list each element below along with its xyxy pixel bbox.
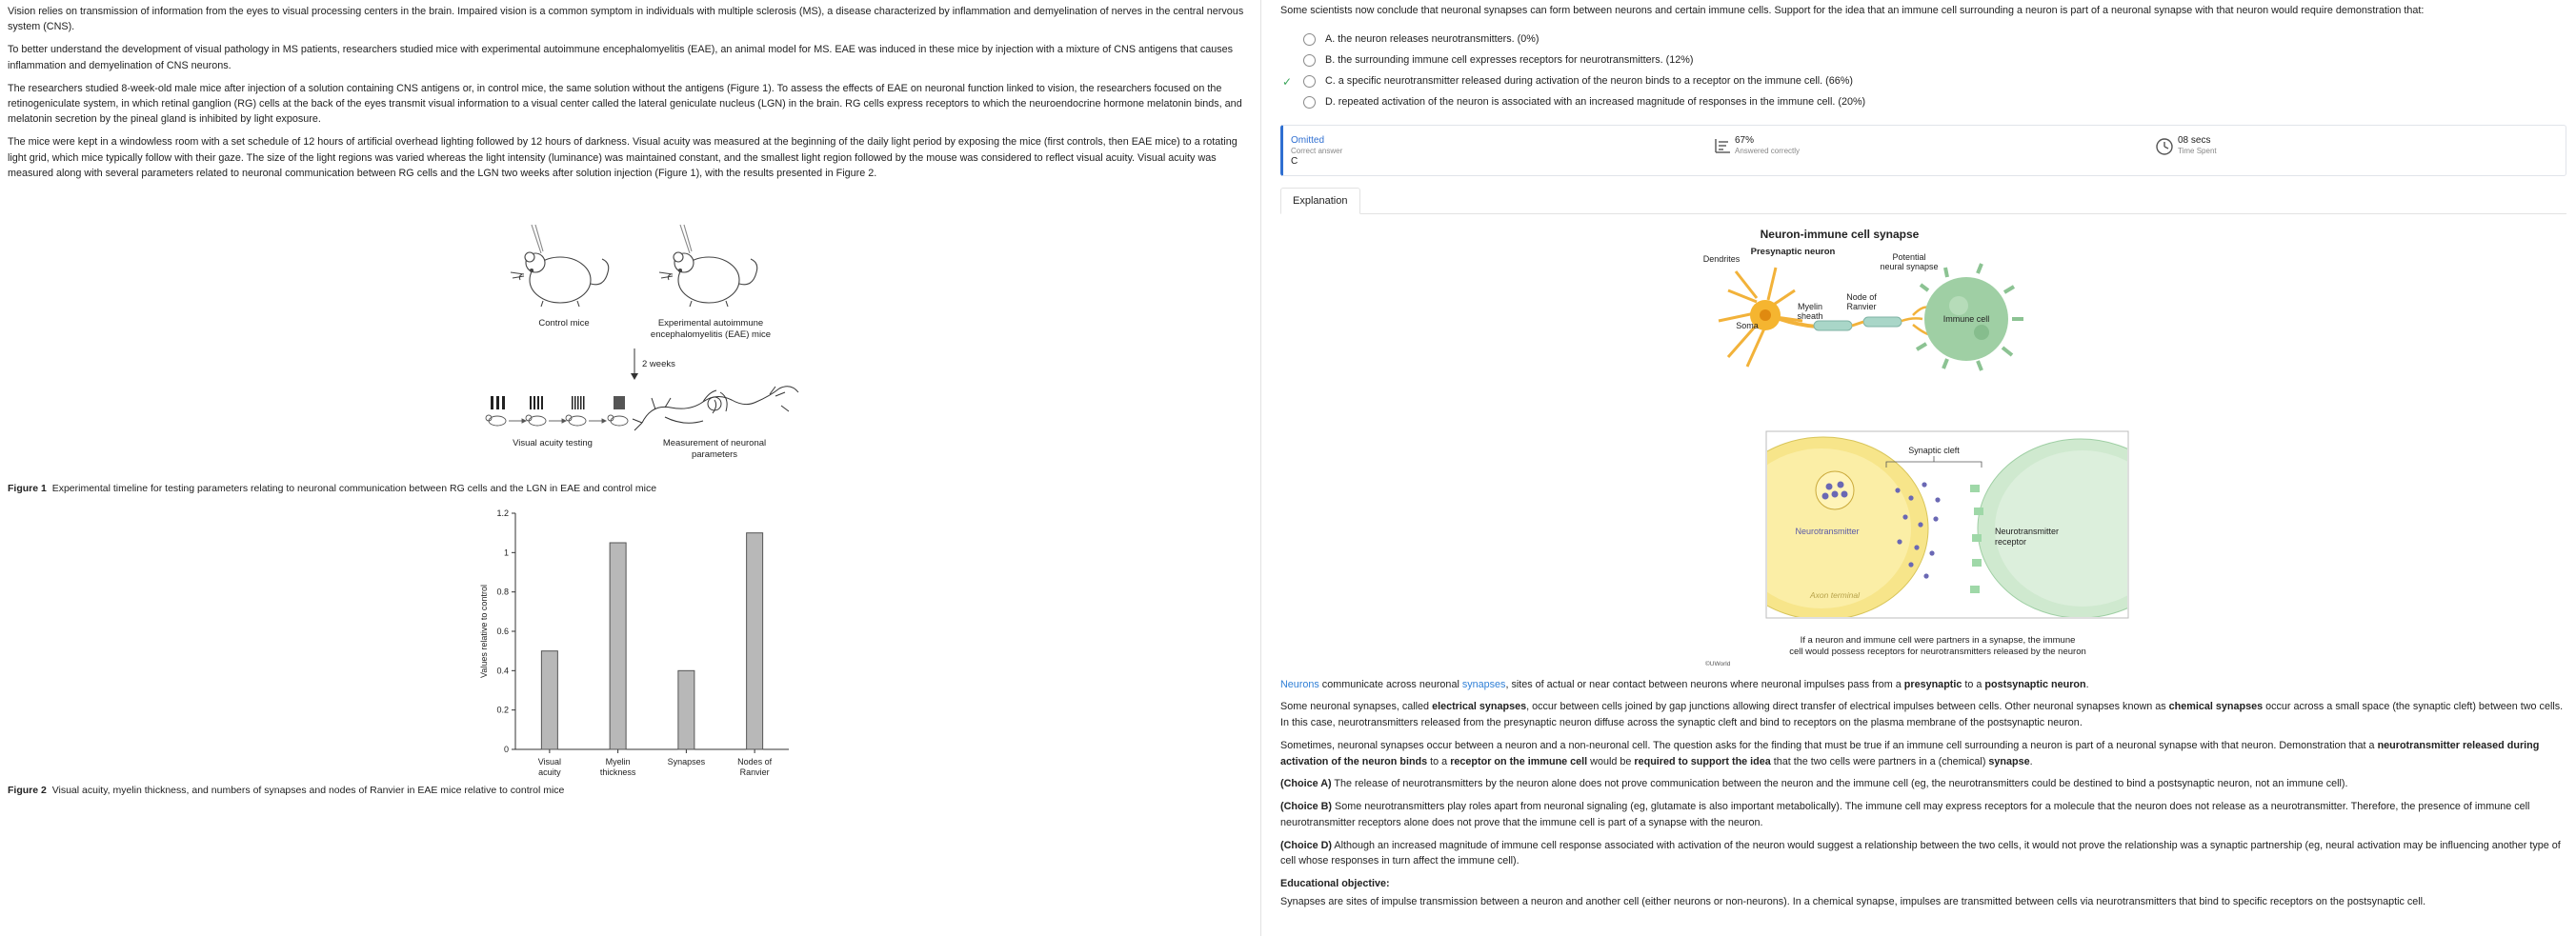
figure-2-bar-chart — [8, 504, 1246, 789]
passage-paragraph-2: To better understand the development of visual pathology in MS patients, researchers studied mice with experimental autoimmune encephalomyelitis (EAE), an animal model for MS. EAE was induced in these mice by injection with a mixture of CNS antigens that causes inflammation and demyelination of CNS neurons. — [8, 44, 1234, 71]
acuity-testing-label: Visual acuity testing — [513, 437, 593, 448]
node-of-ranvier-label-line1: Node of — [1846, 291, 1877, 302]
figure-2-caption-text: Visual acuity, myelin thickness, and numbers of synapses and nodes of Ranvier in EAE mice relative to control mice — [51, 785, 565, 797]
explanation-bold: neurotransmitter released during activation of the neuron binds — [1280, 739, 2540, 767]
dendrites-label: Dendrites — [1702, 253, 1741, 264]
educational-objective-text: Synapses are sites of impulse transmission between a neuron and another cell (either neurons or non-neurons). In a chemical synapse, impulses are transmitted between cells via neurotransmitters that bind to specific receptors on the postsynaptic cell. — [1280, 895, 2426, 907]
copyright-label: ©UWorld — [1705, 660, 1731, 667]
answer-choice-a-text: A. the neuron releases neurotransmitters. (0%) — [1325, 32, 1540, 45]
neuron-icon — [1719, 268, 1928, 367]
answer-status — [1291, 134, 1342, 168]
measurement-label-line2: parameters — [691, 448, 738, 460]
explanation-choice-a — [1280, 776, 2568, 792]
x-tick-label: Ranvier — [739, 767, 770, 778]
explanation-bold: postsynaptic neuron — [1984, 678, 2086, 690]
x-tick-label: Synapses — [667, 757, 706, 767]
figure-1-caption-text: Experimental timeline for testing parameters relating to neuronal communication between RG cells and the LGN in EAE and control mice — [51, 482, 657, 494]
potential-synapse-label-line1: Potential — [1892, 251, 1926, 262]
explanation-text: to a — [1427, 755, 1451, 767]
node-of-ranvier-label-line2: Ranvier — [1846, 301, 1877, 311]
answer-choice-c-text: C. a specific neurotransmitter released during activation of the neuron binds to a receptor on the immune cell. (66%) — [1325, 74, 1853, 87]
answer-choice-b-text: B. the surrounding immune cell expresses receptors for neurotransmitters. (12%) — [1325, 53, 1694, 66]
answer-status-value: Omitted — [1291, 134, 1325, 146]
explanation-text: occur across a small space (the synaptic cleft) between two cells. In this case, neurotransmitters released from the presynaptic neuron diffuse across the synaptic cleft and bind to receptors on the plasma membrane of the postsynaptic neuron. — [1280, 701, 2564, 729]
explanation-text: Some neuronal synapses, called — [1280, 701, 1433, 713]
passage-pane[interactable] — [0, 0, 1259, 936]
y-tick-label: 0.8 — [496, 587, 509, 597]
choice-a-label: (Choice A) — [1280, 778, 1332, 790]
axon-terminal-label: Axon terminal — [1810, 589, 1860, 600]
choice-d-explanation: Although an increased magnitude of immune cell response associated with activation of the neuron would suggest a relationship between the two cells, it would not prove the relationship was a synaptic partnership (eg, neural activation may be influencing another type of cell whose responses in turn affect the immune cell). — [1280, 839, 2561, 867]
presynaptic-neuron-label: Presynaptic neuron — [1750, 246, 1836, 257]
arrow-down-icon — [631, 349, 638, 380]
question-pane[interactable] — [1271, 0, 2568, 936]
figure-1-illustration — [8, 189, 1246, 486]
bar — [747, 533, 763, 749]
explanation-text: , sites of actual or near contact between neurons where neuronal impulses pass from a — [1505, 678, 1904, 690]
x-tick-label: Nodes of — [737, 757, 773, 767]
figure-1-caption-number: Figure 1 — [8, 482, 47, 494]
explanation-text: would be — [1587, 755, 1635, 767]
educational-objective-heading: Educational objective: — [1280, 877, 1390, 889]
illustration-caption-line1: If a neuron and immune cell were partners in a synapse, the immune — [1800, 634, 2076, 646]
explanation-text: that the two cells were partners in a (chemical) — [1770, 755, 1989, 767]
soma-label: Soma — [1736, 320, 1759, 330]
bar — [610, 543, 626, 749]
explanation-bold: synapse — [1988, 755, 2030, 767]
myelin-sheath-label-line1: Myelin — [1797, 301, 1823, 311]
percent-correct-value: 67% — [1735, 134, 1755, 146]
y-tick-label: 0.4 — [496, 666, 509, 676]
x-tick-label: Myelin — [605, 757, 631, 767]
checkmark-icon: ✓ — [1281, 74, 1293, 89]
explanation-text: , occur between cells joined by gap junctions allowing direct transfer of electrical impulses between cells. Other neuronal synapses known as — [1526, 701, 2169, 713]
synapse-zoom-panel — [1719, 431, 2184, 620]
figure-2-caption — [8, 784, 1252, 798]
choice-b-label: (Choice B) — [1280, 801, 1332, 813]
eae-mice-label-line2: encephalomyelitis (EAE) mice — [650, 329, 772, 340]
radio-button-a[interactable] — [1303, 33, 1316, 46]
percent-correct — [1735, 134, 1800, 156]
correct-answer-label: Correct answer — [1291, 146, 1343, 155]
x-tick-label: thickness — [599, 767, 636, 778]
explanation-text: communicate across neuronal — [1318, 678, 1462, 690]
receptor-label-line1: Neurotransmitter — [1995, 526, 2060, 536]
explanation-text: Sometimes, neuronal synapses occur between a neuron and a non-neuronal cell. The question asks for the finding that must be true if an immune cell surrounding a neuron is part of a neuronal synapse with that neuron. Demonstration that a — [1280, 739, 2378, 751]
neuron-sketch-icon — [633, 387, 798, 430]
clock-icon — [2155, 137, 2174, 156]
figure-1 — [8, 189, 1252, 486]
immune-cell-label: Immune cell — [1942, 313, 1990, 324]
time-spent-value: 08 secs — [2178, 134, 2211, 146]
acuity-grids-icon — [491, 396, 625, 409]
illustration-title: Neuron-immune cell synapse — [1760, 227, 1920, 241]
answer-choices — [1280, 30, 2568, 113]
explanation-bold: presynaptic — [1903, 678, 1962, 690]
eae-mouse-icon — [659, 225, 757, 307]
acuity-mice-row-icon — [486, 415, 628, 426]
two-weeks-label: 2 weeks — [642, 358, 675, 369]
explanation-bold: receptor on the immune cell — [1450, 755, 1588, 767]
answer-stats-bar — [1280, 125, 2566, 176]
x-tick-label: Visual — [537, 757, 562, 767]
y-tick-label: 1.2 — [496, 508, 509, 519]
passage-paragraph-1: Vision relies on transmission of information from the eyes to visual processing centers in the brain. Impaired vision is a common symptom in individuals with multiple sclerosis (MS), a disease characterized by inflammation and demyelination of nerves in the central nervous system (CNS). — [8, 6, 1244, 33]
explanation-bold: electrical synapses — [1432, 701, 1527, 713]
explanation-paragraph-3 — [1280, 738, 2568, 769]
time-spent — [2178, 134, 2217, 156]
illustration-caption-line2: cell would possess receptors for neurotransmitters released by the neuron — [1789, 646, 2086, 657]
y-tick-label: 0.2 — [496, 705, 509, 715]
potential-synapse-label-line2: neural synapse — [1880, 261, 1939, 271]
y-axis-label: Values relative to control — [479, 585, 489, 679]
choice-a-explanation: The release of neurotransmitters by the neuron alone does not prove communication between the neuron and the immune cell (eg, the neurotransmitters could be destined to bind a postsynaptic neuron, not an immune cell). — [1331, 778, 2348, 790]
answer-choice-c[interactable] — [1280, 71, 2568, 92]
explanation-text: . — [2085, 678, 2089, 690]
bar — [678, 670, 694, 749]
receptor-label-line2: receptor — [1995, 536, 2027, 547]
choice-b-explanation: Some neurotransmitters play roles apart from neuronal signaling (eg, glutamate is also important metabolically). The immune cell may express receptors for a molecule that the neuron does not release as a neurotransmitter. Therefore, the presence of immune cell neurotransmitter receptors alone does not prove that the immune cell is part of a synapse with the neuron. — [1280, 801, 2530, 828]
radio-button-b[interactable] — [1303, 54, 1316, 67]
synapses-link[interactable]: synapses — [1461, 678, 1506, 690]
x-tick-label: acuity — [538, 767, 561, 778]
synapse-illustration-svg — [1280, 214, 2566, 677]
explanation-choice-d — [1280, 838, 2568, 869]
control-mice-label: Control mice — [538, 317, 590, 329]
synapse-illustration — [1280, 214, 2566, 677]
tab-explanation[interactable]: Explanation — [1280, 188, 1360, 214]
time-spent-label: Time Spent — [2178, 146, 2217, 155]
explanation-paragraph-1 — [1280, 677, 2568, 693]
answer-choice-b[interactable] — [1280, 50, 2568, 71]
explanation-choice-b — [1280, 799, 2568, 830]
neurons-link[interactable]: Neurons — [1280, 678, 1319, 690]
passage-paragraph-3: The researchers studied 8-week-old male mice after injection of a solution containing CNS antigens or, in control mice, the same solution without the antigens (Figure 1). To assess the effects of EAE on neuronal function linked to vision, the researchers focused on the retinogeniculate system, in which retinal ganglion (RG) cells at the back of the eyes transmit visual information to a visual center called the lateral geniculate nucleus (LGN) in the brain. RG cells express receptors to which the neuroendocrine hormone melatonin binds, and melatonin secretion by the pineal gland is inhibited by light exposure. — [8, 82, 1242, 126]
correct-answer-value: C — [1291, 156, 1298, 168]
explanation-text: to a — [1962, 678, 1985, 690]
answer-choice-d-text: D. repeated activation of the neuron is associated with an increased magnitude of responses in the immune cell. (20%) — [1325, 95, 1866, 108]
explanation-bold: chemical synapses — [2168, 701, 2264, 713]
educational-objective-title — [1280, 876, 2568, 892]
y-tick-label: 0.6 — [496, 627, 509, 637]
answer-choice-d[interactable] — [1280, 92, 2568, 113]
radio-button-c[interactable] — [1303, 75, 1316, 88]
synaptic-cleft-label: Synaptic cleft — [1908, 445, 1960, 455]
explanation-bold: required to support the idea — [1634, 755, 1771, 767]
tab-bar — [1280, 188, 2566, 214]
question-stem: Some scientists now conclude that neuronal synapses can form between neurons and certain immune cells. Support for the idea that an immune cell surrounding a neuron is part of a neuronal synapse with that neuron would require demonstration that: — [1280, 5, 2425, 16]
answer-choice-a[interactable] — [1280, 30, 2568, 50]
explanation-paragraph-2 — [1280, 699, 2568, 730]
eae-mice-label-line1: Experimental autoimmune — [657, 317, 764, 329]
passage-paragraph-4: The mice were kept in a windowless room with a set schedule of 12 hours of artificial overhead lighting followed by 12 hours of darkness. Visual acuity was measured at the beginning of the daily light period by exposing the mice (first controls, then EAE mice) to a rotating light grid, which mice typically follow with their gaze. The size of the light regions was varied whereas the light intensity (luminance) was maintained constant, and the smallest light region followed by the mouse was considered to reflect visual acuity. Visual acuity was measured along with several parameters related to neuronal communication between RG cells and the LGN two weeks after solution injection (Figure 1), with the results presented in Figure 2. — [8, 136, 1238, 179]
bar-chart-icon — [1714, 137, 1731, 154]
choice-d-label: (Choice D) — [1280, 839, 1332, 851]
measurement-label-line1: Measurement of neuronal — [662, 437, 767, 448]
radio-button-d[interactable] — [1303, 96, 1316, 109]
myelin-sheath-label-line2: sheath — [1797, 310, 1823, 321]
figure-2-caption-number: Figure 2 — [8, 785, 47, 797]
y-tick-label: 1 — [503, 548, 509, 558]
percent-correct-label: Answered correctly — [1735, 146, 1801, 155]
neurotransmitter-label: Neurotransmitter — [1795, 526, 1860, 536]
control-mouse-icon — [511, 225, 609, 307]
pane-divider[interactable] — [1260, 0, 1261, 936]
explanation-text: . — [2029, 755, 2033, 767]
y-tick-label: 0 — [503, 745, 509, 755]
bar — [541, 651, 557, 749]
